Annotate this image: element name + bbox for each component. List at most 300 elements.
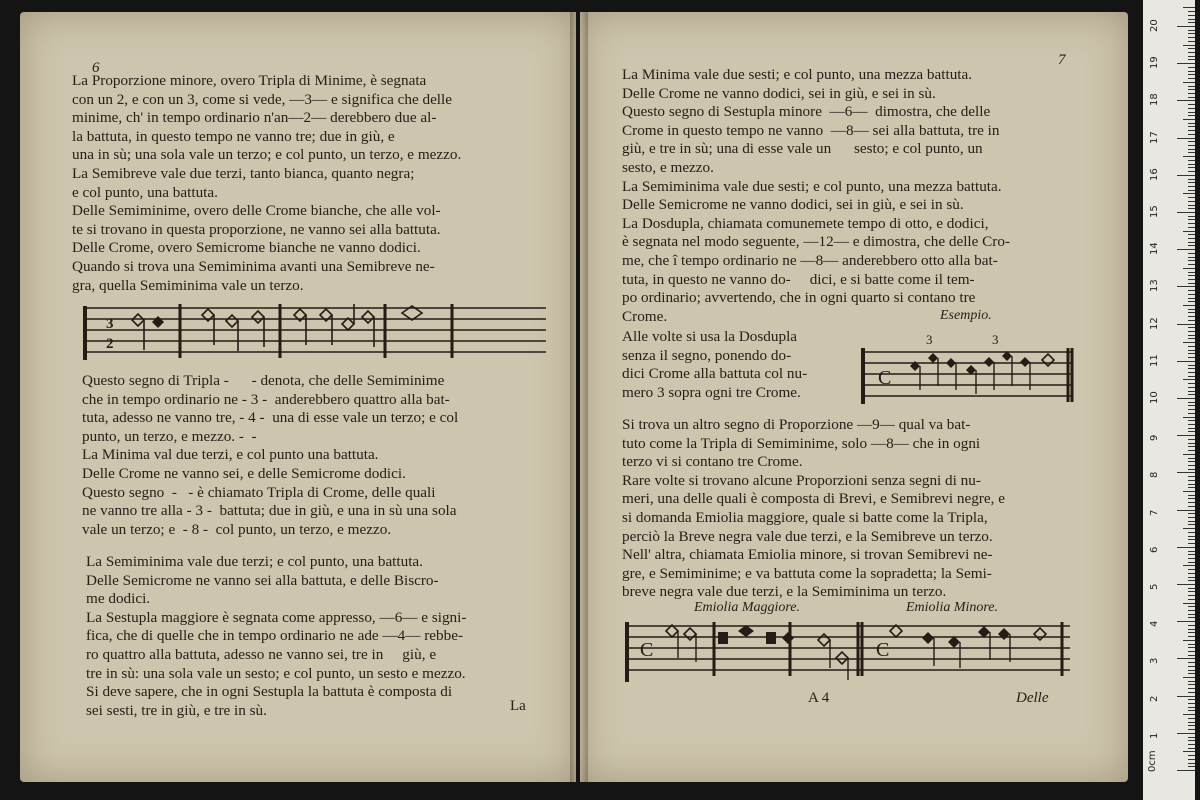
ruler-number: 6 bbox=[1149, 546, 1160, 553]
ruler-tick bbox=[1188, 443, 1195, 444]
ruler-tick bbox=[1188, 431, 1195, 432]
left-text-block-a bbox=[72, 72, 461, 295]
ruler-tick bbox=[1188, 428, 1195, 429]
ruler-tick bbox=[1188, 298, 1195, 299]
ruler-tick bbox=[1188, 450, 1195, 451]
ruler-tick bbox=[1188, 513, 1195, 514]
ruler-tick bbox=[1188, 591, 1195, 592]
ruler-tick bbox=[1188, 670, 1195, 671]
left-catchword: La bbox=[510, 698, 526, 714]
ruler-number: 7 bbox=[1149, 509, 1160, 516]
left-text-line: te si trovano in questa proporzione, ne vanno sei alla battuta. bbox=[72, 220, 441, 238]
ruler-number: 17 bbox=[1149, 130, 1160, 144]
esempio-caption: Esempio. bbox=[940, 308, 992, 323]
right-text-line: po ordinario; avvertendo, che in ogni quarto si contano tre bbox=[622, 289, 976, 307]
ruler-tick bbox=[1188, 532, 1195, 533]
left-text-line: la battuta, in questo tempo ne vanno tre; due in giù, e bbox=[72, 127, 395, 145]
right-text-line: Nell' altra, chiamata Emiolia minore, si trovan Semibrevi ne- bbox=[622, 546, 993, 564]
right-text-line: è segnata nel modo seguente, —12— e dimostra, che delle Cro- bbox=[622, 233, 1011, 251]
ruler-tick bbox=[1188, 554, 1195, 555]
ruler-tick bbox=[1188, 19, 1195, 20]
right-text-line: La Minima vale due sesti; e col punto, una mezza battuta. bbox=[622, 66, 973, 83]
right-page-number: 7 bbox=[1058, 52, 1066, 68]
ruler-tick bbox=[1183, 119, 1195, 120]
right-text-line: breve negra vale due terzi, e la Semiminima un terzo. bbox=[622, 583, 947, 601]
ruler-tick bbox=[1188, 495, 1195, 496]
ruler-tick bbox=[1188, 424, 1195, 425]
ruler-tick bbox=[1188, 681, 1195, 682]
right-catchword: Delle bbox=[1016, 690, 1049, 706]
ruler-tick bbox=[1177, 286, 1195, 287]
tripla-sign-3: 3 bbox=[106, 316, 114, 332]
ruler-tick bbox=[1188, 179, 1195, 180]
ruler-tick bbox=[1188, 502, 1195, 503]
ruler-tick bbox=[1188, 350, 1195, 351]
ruler-tick bbox=[1188, 588, 1195, 589]
ruler-tick bbox=[1188, 439, 1195, 440]
right-text-line: mero 3 sopra ogni tre Crome. bbox=[622, 383, 801, 401]
ruler-number: 19 bbox=[1149, 56, 1160, 70]
ruler-number: 2 bbox=[1149, 695, 1160, 702]
ruler-tick bbox=[1177, 138, 1195, 139]
ruler-tick bbox=[1177, 547, 1195, 548]
ruler-tick bbox=[1183, 342, 1195, 343]
ruler-tick bbox=[1188, 606, 1195, 607]
right-text-line: Crome in questo tempo ne vanno —8— sei alla battuta, tre in bbox=[622, 121, 1000, 139]
ruler-tick bbox=[1183, 677, 1195, 678]
left-text-line: tuta, adesso ne vanno tre, - 4 - una di esse vale un terzo; e col bbox=[82, 409, 459, 427]
ruler-tick bbox=[1188, 216, 1195, 217]
ruler-tick bbox=[1188, 67, 1195, 68]
ruler-tick bbox=[1188, 446, 1195, 447]
ruler-tick bbox=[1183, 7, 1195, 8]
ruler-tick bbox=[1188, 93, 1195, 94]
ruler-tick bbox=[1188, 759, 1195, 760]
left-text-line: Delle Crome, overo Semicrome bianche ne vanno dodici. bbox=[72, 239, 421, 257]
left-text-line: sei sesti, tre in giù, e tre in sù. bbox=[86, 701, 267, 719]
left-text-line: La Minima val due terzi, e col punto una battuta. bbox=[82, 446, 379, 464]
ruler-tick bbox=[1188, 48, 1195, 49]
left-text-line: Si deve sapere, che in ogni Sestupla la battuta è composta di bbox=[86, 683, 453, 701]
ruler-tick bbox=[1188, 41, 1195, 42]
ruler-tick bbox=[1188, 22, 1195, 23]
ruler-tick bbox=[1188, 688, 1195, 689]
right-text-line: sesto, e mezzo. bbox=[622, 158, 714, 176]
ruler-tick bbox=[1188, 160, 1195, 161]
note-semiminima bbox=[152, 316, 164, 328]
music-staff-tripla bbox=[80, 300, 550, 362]
ruler-tick bbox=[1188, 729, 1195, 730]
ruler-tick bbox=[1188, 245, 1195, 246]
ruler-tick bbox=[1188, 543, 1195, 544]
ruler-tick bbox=[1183, 268, 1195, 269]
ruler-tick bbox=[1188, 636, 1195, 637]
ruler-tick bbox=[1183, 491, 1195, 492]
ruler-tick bbox=[1188, 655, 1195, 656]
ruler-tick bbox=[1188, 673, 1195, 674]
ruler-tick bbox=[1188, 409, 1195, 410]
ruler-tick bbox=[1188, 123, 1195, 124]
ruler-tick bbox=[1188, 130, 1195, 131]
ruler-tick bbox=[1188, 614, 1195, 615]
ruler-tick bbox=[1177, 63, 1195, 64]
right-text-line: La Semiminima vale due sesti; e col punto, una mezza battuta. bbox=[622, 177, 1002, 195]
book-gutter bbox=[570, 12, 588, 782]
ruler-tick bbox=[1188, 335, 1195, 336]
ruler-tick bbox=[1188, 331, 1195, 332]
right-text-line: Crome. bbox=[622, 307, 668, 325]
ruler-tick bbox=[1188, 126, 1195, 127]
left-text-line: La Semibreve vale due terzi, tanto bianca, quanto negra; bbox=[72, 164, 415, 182]
ruler-number: 8 bbox=[1149, 472, 1160, 479]
left-text-line: Delle Semiminime, overo delle Crome bianche, che alle vol- bbox=[72, 202, 441, 220]
ruler-tick bbox=[1188, 290, 1195, 291]
ruler-tick bbox=[1188, 227, 1195, 228]
ruler-tick bbox=[1188, 617, 1195, 618]
ruler-tick bbox=[1177, 26, 1195, 27]
ruler-number: 12 bbox=[1149, 316, 1160, 330]
ruler-tick bbox=[1188, 524, 1195, 525]
ruler-number: 14 bbox=[1149, 242, 1160, 256]
left-text-line: fica, che di quelle che in tempo ordinario ne ade —4— rebbe- bbox=[86, 627, 464, 645]
right-text-block-a bbox=[622, 66, 1010, 326]
ruler-tick bbox=[1188, 469, 1195, 470]
note-minima bbox=[362, 311, 374, 323]
ruler-tick bbox=[1188, 748, 1195, 749]
ruler-tick bbox=[1183, 528, 1195, 529]
ruler-tick bbox=[1188, 357, 1195, 358]
ruler-tick bbox=[1188, 294, 1195, 295]
ruler-tick bbox=[1188, 707, 1195, 708]
ruler-tick bbox=[1188, 253, 1195, 254]
ruler-tick bbox=[1188, 725, 1195, 726]
right-text-line: dici Crome alla battuta col nu- bbox=[622, 365, 808, 383]
left-text-line: con un 2, e con un 3, come si vede, —3— e significa che delle bbox=[72, 90, 452, 108]
ruler-unit-label: 0cm bbox=[1147, 750, 1158, 772]
ruler-number: 3 bbox=[1149, 658, 1160, 665]
right-text-line: terzo vi si contano tre Crome. bbox=[622, 453, 803, 471]
ruler-tick bbox=[1188, 152, 1195, 153]
note-minima bbox=[252, 311, 264, 323]
ruler-tick bbox=[1188, 461, 1195, 462]
ruler-tick bbox=[1177, 770, 1195, 771]
ruler-tick bbox=[1177, 175, 1195, 176]
right-text-line: perciò la Breve negra vale due terzi, e la Semibreve un terzo. bbox=[622, 527, 993, 545]
ruler-tick bbox=[1188, 744, 1195, 745]
triplet-mark: 3 bbox=[992, 334, 999, 347]
ruler-tick bbox=[1188, 71, 1195, 72]
left-text-block-b bbox=[82, 372, 458, 539]
ruler-tick bbox=[1188, 755, 1195, 756]
ruler-tick bbox=[1188, 484, 1195, 485]
ruler-tick bbox=[1188, 205, 1195, 206]
left-text-line: vale un terzo; e - 8 - col punto, un terzo, e mezzo. bbox=[82, 520, 392, 538]
ruler-tick bbox=[1188, 260, 1195, 261]
ruler-tick bbox=[1177, 696, 1195, 697]
ruler-tick bbox=[1188, 539, 1195, 540]
ruler-tick bbox=[1188, 320, 1195, 321]
ruler-tick bbox=[1188, 37, 1195, 38]
ruler-tick bbox=[1188, 595, 1195, 596]
ruler-tick bbox=[1188, 108, 1195, 109]
ruler-tick bbox=[1188, 97, 1195, 98]
left-text-line: ro quattro alla battuta, adesso ne vanno sei, tre in giù, e bbox=[86, 645, 437, 663]
ruler-tick bbox=[1188, 30, 1195, 31]
ruler-tick bbox=[1188, 651, 1195, 652]
ruler-tick bbox=[1188, 517, 1195, 518]
ruler-tick bbox=[1188, 197, 1195, 198]
ruler-number: 9 bbox=[1149, 434, 1160, 442]
left-text-line: La Semiminima vale due terzi; e col punto, una battuta. bbox=[86, 553, 423, 570]
ruler-tick bbox=[1188, 141, 1195, 142]
ruler-number: 16 bbox=[1149, 168, 1160, 181]
ruler-tick bbox=[1183, 82, 1195, 83]
ruler-tick bbox=[1188, 190, 1195, 191]
left-text-line: Questo segno - - è chiamato Tripla di Crome, delle quali bbox=[82, 483, 436, 501]
left-text-line: La Sestupla maggiore è segnata come appresso, —6— e signi- bbox=[86, 608, 467, 626]
ruler-tick bbox=[1188, 279, 1195, 280]
right-text-line: Questo segno di Sestupla minore —6— dimostra, che delle bbox=[622, 103, 991, 121]
left-text-line: tre in sù: una sola vale un sesto; e col punto, un sesto e mezzo. bbox=[86, 664, 466, 682]
ruler-tick bbox=[1188, 476, 1195, 477]
ruler-tick bbox=[1188, 372, 1195, 373]
ruler-tick bbox=[1188, 52, 1195, 53]
ruler-tick bbox=[1177, 249, 1195, 250]
ruler-tick bbox=[1188, 301, 1195, 302]
ruler-tick bbox=[1188, 629, 1195, 630]
ruler-tick bbox=[1183, 45, 1195, 46]
right-text-line: si domanda Emiolia maggiore, quale si batte come la Tripla, bbox=[622, 508, 988, 526]
ruler-tick bbox=[1188, 521, 1195, 522]
ruler-tick bbox=[1188, 316, 1195, 317]
right-text-line: Si trova un altro segno di Proporzione —9— qual va bat- bbox=[622, 416, 971, 433]
music-staff-dosdupla bbox=[856, 334, 1078, 406]
ruler-tick bbox=[1188, 699, 1195, 700]
ruler-tick bbox=[1188, 208, 1195, 209]
ruler-tick bbox=[1188, 740, 1195, 741]
right-text-line: Rare volte si trovano alcune Proporzioni senza segni di nu- bbox=[622, 471, 981, 489]
tripla-sign-2: 2 bbox=[106, 336, 114, 352]
ruler-tick bbox=[1188, 238, 1195, 239]
ruler-tick bbox=[1188, 164, 1195, 165]
ruler-tick bbox=[1188, 104, 1195, 105]
ruler-tick bbox=[1188, 391, 1195, 392]
ruler-tick bbox=[1183, 156, 1195, 157]
left-text-line: me dodici. bbox=[86, 590, 151, 608]
ruler-tick bbox=[1177, 398, 1195, 399]
ruler-tick bbox=[1188, 275, 1195, 276]
ruler-tick bbox=[1177, 621, 1195, 622]
ruler-tick bbox=[1183, 565, 1195, 566]
ruler-tick bbox=[1188, 234, 1195, 235]
common-time-sign: C bbox=[878, 367, 892, 389]
ruler-tick bbox=[1188, 115, 1195, 116]
right-text-line: meri, una delle quali è composta di Brevi, e Semibrevi negre, e bbox=[622, 490, 1005, 508]
left-text-line: La Proporzione minore, overo Tripla di Minime, è segnata bbox=[72, 72, 427, 89]
ruler-tick bbox=[1188, 353, 1195, 354]
ruler-tick bbox=[1188, 536, 1195, 537]
common-time-sign: C bbox=[640, 639, 654, 661]
ruler-tick bbox=[1188, 78, 1195, 79]
ruler-tick bbox=[1188, 33, 1195, 34]
ruler-tick bbox=[1188, 465, 1195, 466]
left-text-line: minime, ch' in tempo ordinario n'an—2— derebbero due al- bbox=[72, 109, 437, 127]
ruler-number: 4 bbox=[1149, 620, 1160, 628]
ruler-tick bbox=[1188, 458, 1195, 459]
left-text-line: che in tempo ordinario ne - 3 - anderebbero quattro alla bat- bbox=[82, 390, 450, 408]
ruler-tick bbox=[1188, 562, 1195, 563]
right-text-block-b bbox=[622, 328, 807, 402]
left-page-number: 6 bbox=[92, 60, 100, 76]
ruler-tick bbox=[1188, 365, 1195, 366]
left-text-line: e col punto, una battuta. bbox=[72, 183, 218, 201]
ruler-tick bbox=[1188, 666, 1195, 667]
ruler-tick bbox=[1188, 89, 1195, 90]
caption-emiolia-minore: Emiolia Minore. bbox=[906, 600, 999, 615]
right-text-line: senza il segno, ponendo do- bbox=[622, 346, 792, 364]
ruler-tick bbox=[1188, 710, 1195, 711]
right-text-line: Delle Crome ne vanno dodici, sei in giù, e sei in sù. bbox=[622, 84, 936, 102]
ruler-tick bbox=[1188, 569, 1195, 570]
ruler-tick bbox=[1188, 394, 1195, 395]
ruler-tick bbox=[1188, 272, 1195, 273]
left-text-block-c bbox=[86, 553, 466, 720]
music-staff-emiolia bbox=[622, 618, 1072, 684]
ruler-tick bbox=[1188, 186, 1195, 187]
ruler-tick bbox=[1188, 413, 1195, 414]
ruler-tick bbox=[1188, 15, 1195, 16]
ruler-tick bbox=[1188, 420, 1195, 421]
ruler-tick bbox=[1188, 59, 1195, 60]
ruler-tick bbox=[1188, 662, 1195, 663]
right-text-line: me, che î tempo ordinario ne —8— anderebbero otto alla bat- bbox=[622, 251, 998, 269]
ruler-tick bbox=[1183, 751, 1195, 752]
ruler-tick bbox=[1188, 182, 1195, 183]
left-text-line: una in sù; una sola vale un terzo; e col punto, un terzo, e mezzo. bbox=[72, 146, 462, 164]
ruler-tick bbox=[1188, 145, 1195, 146]
ruler-tick bbox=[1188, 112, 1195, 113]
ruler-tick bbox=[1183, 379, 1195, 380]
ruler-tick bbox=[1177, 472, 1195, 473]
left-text-line: gra, quella Semiminima vale un terzo. bbox=[72, 276, 304, 294]
ruler-tick bbox=[1177, 658, 1195, 659]
ruler-number: 20 bbox=[1149, 19, 1160, 32]
ruler-tick bbox=[1188, 644, 1195, 645]
ruler-tick bbox=[1188, 86, 1195, 87]
ruler-tick bbox=[1188, 647, 1195, 648]
ruler-tick bbox=[1188, 134, 1195, 135]
ruler-tick bbox=[1188, 580, 1195, 581]
ruler-tick bbox=[1188, 149, 1195, 150]
ruler-tick bbox=[1183, 305, 1195, 306]
ruler-tick bbox=[1183, 454, 1195, 455]
ruler-tick bbox=[1183, 603, 1195, 604]
right-text-line: Alle volte si usa la Dosdupla bbox=[622, 328, 798, 345]
ruler-tick bbox=[1188, 506, 1195, 507]
triplet-mark: 3 bbox=[926, 334, 933, 347]
ruler-tick bbox=[1188, 309, 1195, 310]
ruler-tick bbox=[1177, 361, 1195, 362]
ruler-tick bbox=[1188, 223, 1195, 224]
ruler-tick bbox=[1188, 692, 1195, 693]
ruler-number: 15 bbox=[1149, 205, 1160, 218]
ruler-tick bbox=[1188, 11, 1195, 12]
ruler-tick bbox=[1188, 264, 1195, 265]
ruler-tick bbox=[1188, 599, 1195, 600]
ruler-tick bbox=[1188, 74, 1195, 75]
ruler-tick bbox=[1188, 551, 1195, 552]
ruler-tick bbox=[1188, 383, 1195, 384]
ruler-tick bbox=[1188, 558, 1195, 559]
ruler-number: 10 bbox=[1149, 391, 1160, 404]
ruler-tick bbox=[1188, 327, 1195, 328]
ruler-tick bbox=[1188, 402, 1195, 403]
ruler-tick bbox=[1177, 212, 1195, 213]
ruler-tick bbox=[1177, 510, 1195, 511]
left-text-line: Questo segno di Tripla - - denota, che delle Semiminime bbox=[82, 372, 445, 389]
ruler-tick bbox=[1188, 577, 1195, 578]
note-minima bbox=[226, 315, 238, 327]
ruler-number: 11 bbox=[1149, 354, 1160, 367]
ruler-number: 5 bbox=[1149, 583, 1160, 590]
ruler-tick bbox=[1188, 283, 1195, 284]
left-text-line: Quando si trova una Semiminima avanti una Semibreve ne- bbox=[72, 257, 435, 275]
ruler-tick bbox=[1188, 376, 1195, 377]
right-text-line: tuto come la Tripla di Semiminime, solo —8— che in ogni bbox=[622, 434, 981, 452]
right-text-line: gre, e Semiminime; e va battuta come la sopradetta; la Semi- bbox=[622, 564, 992, 582]
ruler-tick bbox=[1177, 435, 1195, 436]
ruler-tick bbox=[1177, 584, 1195, 585]
ruler-tick bbox=[1188, 219, 1195, 220]
ruler-tick bbox=[1188, 722, 1195, 723]
ruler-tick bbox=[1188, 610, 1195, 611]
right-text-line: tuta, in questo ne vanno do- dici, e si batte come il tem- bbox=[622, 270, 975, 288]
ruler-number: 18 bbox=[1149, 93, 1160, 107]
ruler-tick bbox=[1188, 498, 1195, 499]
ruler-tick bbox=[1177, 733, 1195, 734]
ruler-tick bbox=[1188, 766, 1195, 767]
ruler-tick bbox=[1188, 573, 1195, 574]
ruler-number: 13 bbox=[1149, 279, 1160, 293]
ruler-tick bbox=[1188, 487, 1195, 488]
ruler-tick bbox=[1188, 171, 1195, 172]
caption-emiolia-maggiore: Emiolia Maggiore. bbox=[694, 600, 801, 615]
left-text-line: ne vanno tre alla - 3 - battuta; due in giù, e una in sù una sola bbox=[82, 502, 457, 520]
ruler-tick bbox=[1183, 640, 1195, 641]
right-text-line: giù, e tre in sù; una di esse vale un sesto; e col punto, un bbox=[622, 140, 983, 158]
ruler-tick bbox=[1188, 56, 1195, 57]
ruler-tick bbox=[1188, 312, 1195, 313]
left-text-line: Delle Crome ne vanno sei, e delle Semicrome dodici. bbox=[82, 464, 406, 482]
ruler-tick bbox=[1188, 242, 1195, 243]
ruler-tick bbox=[1183, 417, 1195, 418]
ruler-tick bbox=[1188, 387, 1195, 388]
left-text-line: punto, un terzo, e mezzo. - - bbox=[82, 427, 257, 445]
ruler-tick bbox=[1188, 625, 1195, 626]
ruler-tick bbox=[1177, 324, 1195, 325]
ruler-tick bbox=[1188, 632, 1195, 633]
ruler-tick bbox=[1188, 703, 1195, 704]
ruler-tick bbox=[1188, 201, 1195, 202]
ruler-tick bbox=[1188, 167, 1195, 168]
right-text-block-c bbox=[622, 416, 1005, 602]
ruler-number: 1 bbox=[1149, 732, 1160, 739]
ruler-tick bbox=[1188, 346, 1195, 347]
measurement-ruler bbox=[1143, 0, 1195, 800]
right-text-line: Delle Semicrome ne vanno dodici, sei in giù, e sei in sù. bbox=[622, 196, 964, 214]
left-text-line: Delle Semicrome ne vanno sei alla battuta, e delle Biscro- bbox=[86, 571, 439, 589]
signature-mark: A 4 bbox=[808, 690, 830, 706]
